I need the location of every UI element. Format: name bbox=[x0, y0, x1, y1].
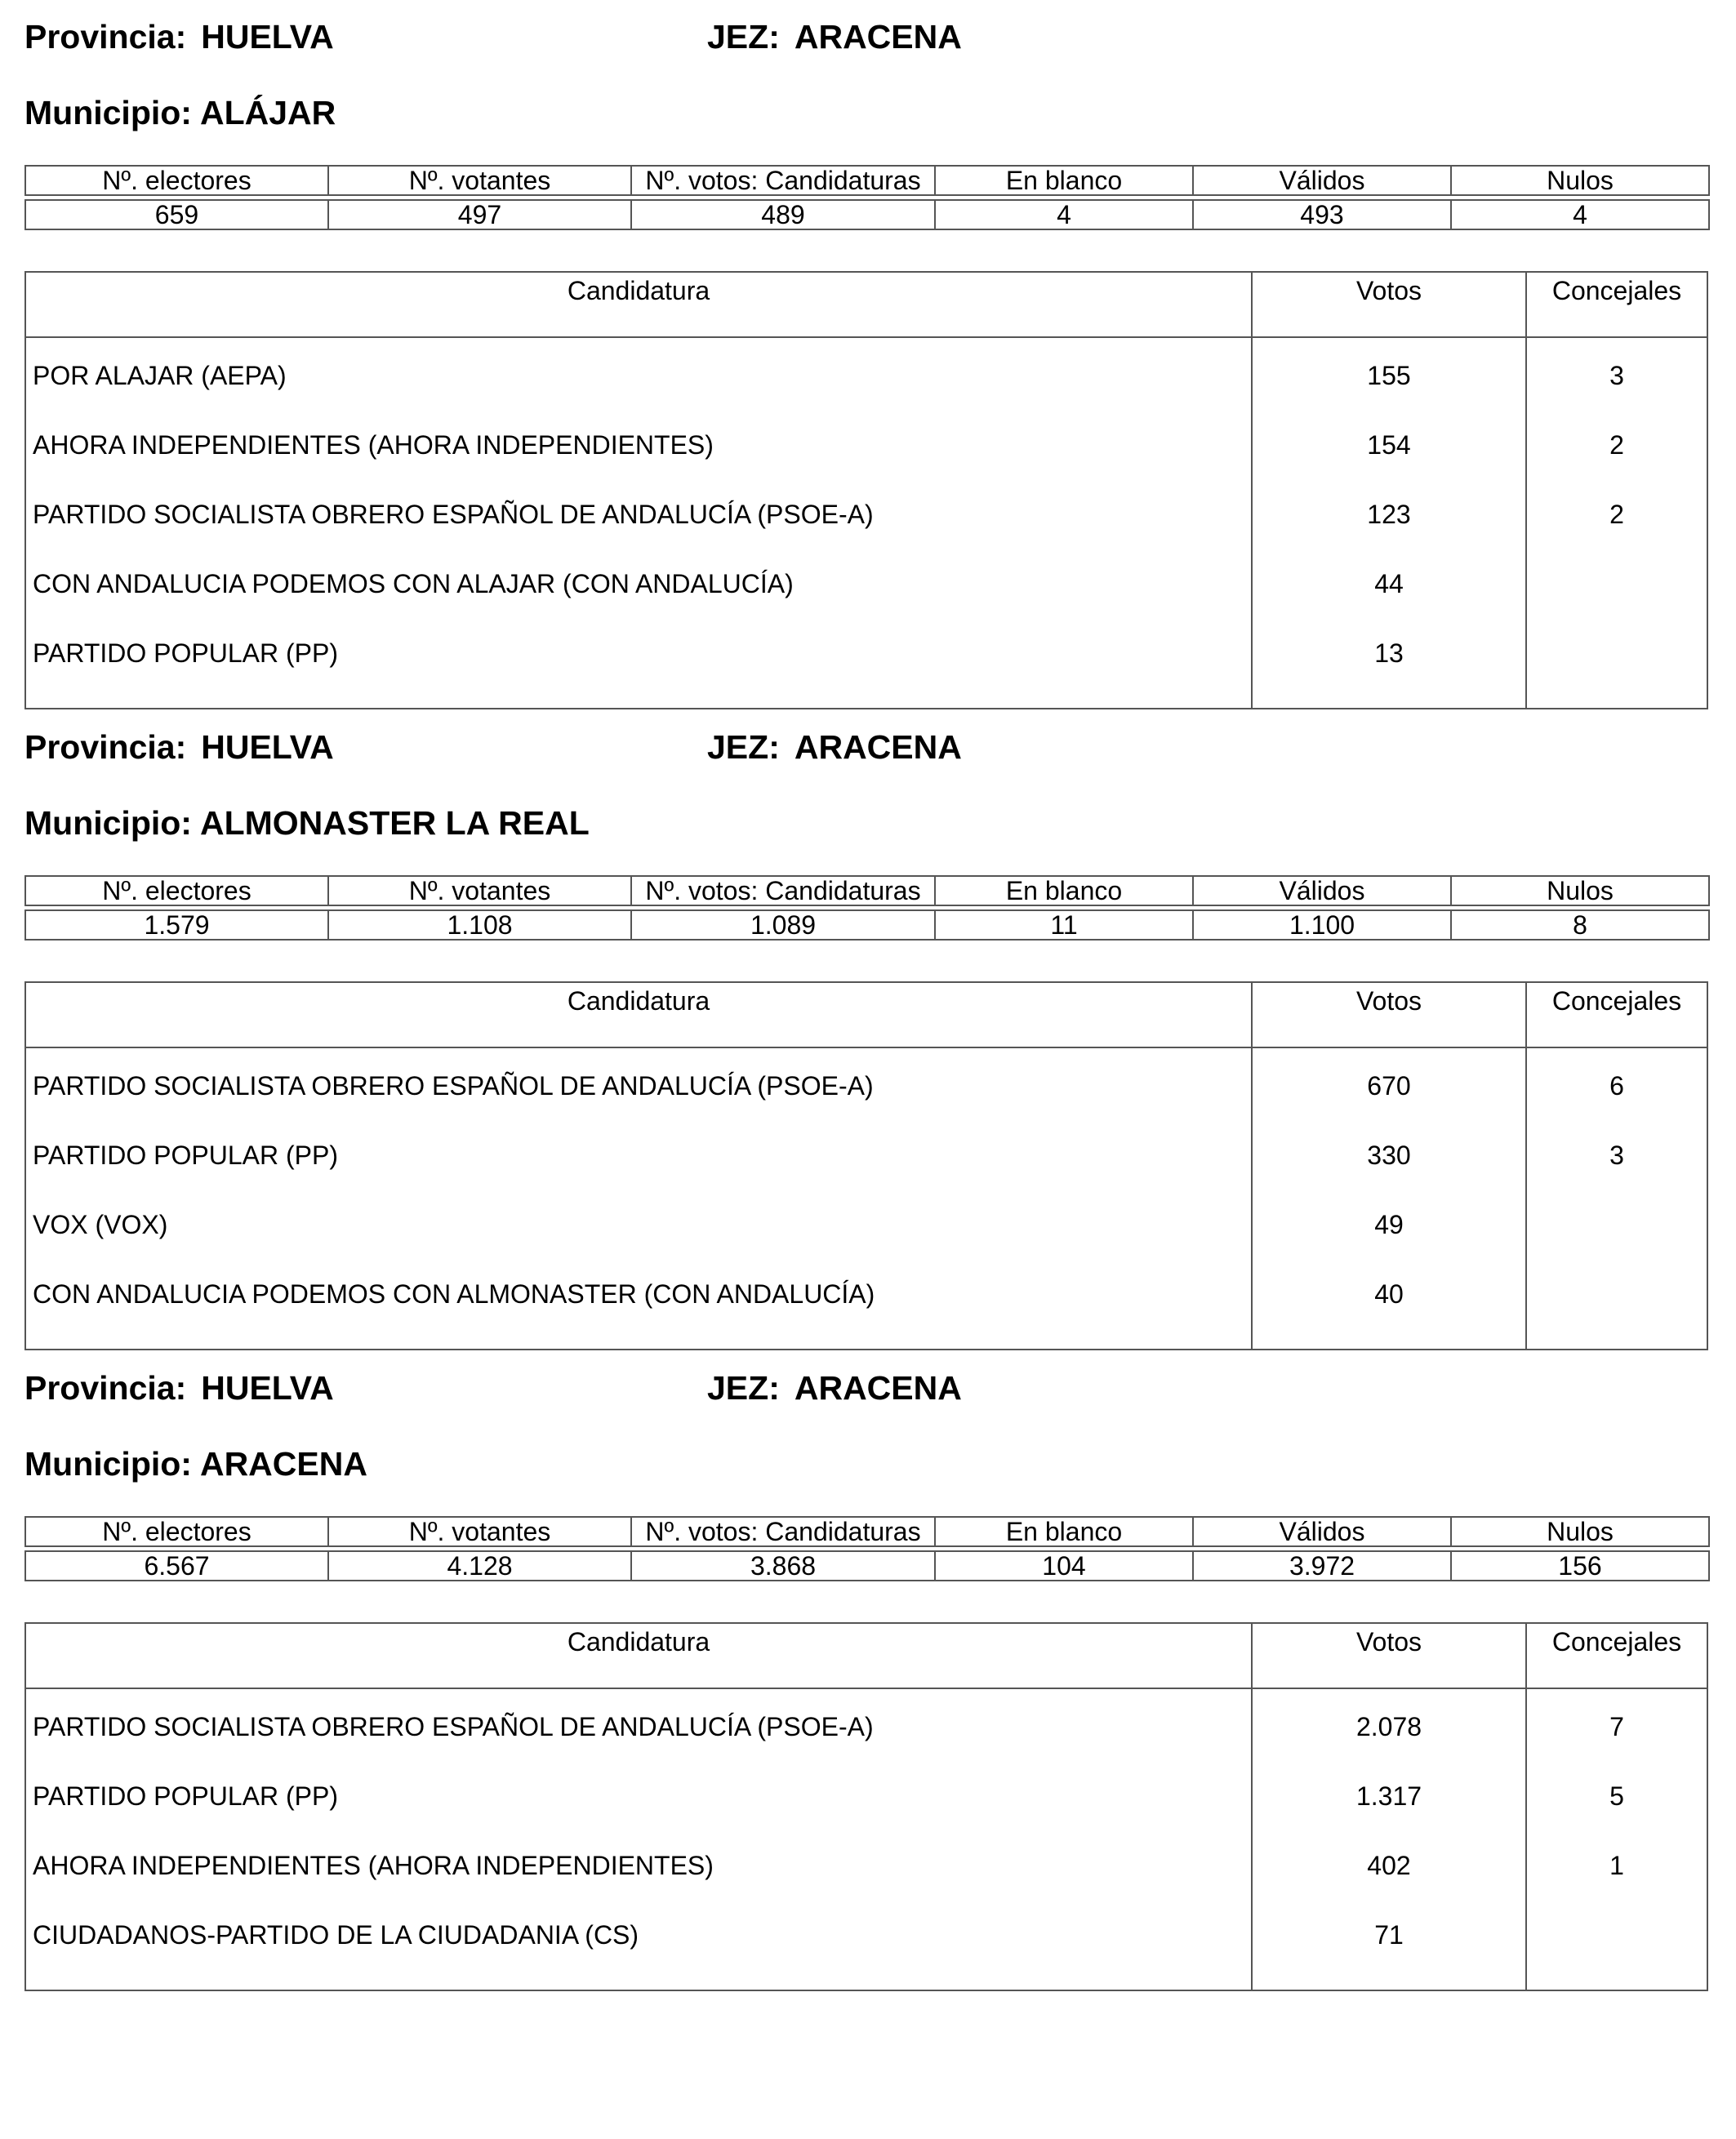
stats-value: 1.108 bbox=[328, 910, 631, 940]
col-candidatura-header: Candidatura bbox=[567, 986, 710, 1016]
candidatura-votos: 2.078 bbox=[1355, 1712, 1422, 1741]
jez-value: ARACENA bbox=[794, 1369, 962, 1407]
provincia-value: HUELVA bbox=[201, 1369, 334, 1407]
jez-label: JEZ: bbox=[707, 1369, 780, 1407]
col-concejales-header: Concejales bbox=[1525, 273, 1707, 336]
municipio-line bbox=[24, 1443, 367, 1484]
candidatura-votos: 44 bbox=[1374, 569, 1404, 598]
candidatura-votos: 670 bbox=[1367, 1071, 1411, 1101]
col-concejales-header: Concejales bbox=[1525, 1624, 1707, 1688]
jez-line bbox=[707, 727, 962, 767]
candidatura-concejales bbox=[1527, 1202, 1707, 1271]
stats-header: Nº. votantes bbox=[328, 876, 631, 905]
stats-value: 493 bbox=[1193, 200, 1451, 229]
stats-value: 1.579 bbox=[25, 910, 328, 940]
stats-header: En blanco bbox=[935, 166, 1193, 195]
stats-value: 8 bbox=[1451, 910, 1709, 940]
col-votos-header: Votos bbox=[1251, 273, 1525, 336]
candidatura-name: CON ANDALUCIA PODEMOS CON ALMONASTER (CON ANDALUCÍA) bbox=[33, 1279, 875, 1309]
candidatura-name: PARTIDO POPULAR (PP) bbox=[33, 1141, 338, 1170]
candidaturas-body bbox=[26, 1689, 1707, 1990]
municipio-value: ALMONASTER LA REAL bbox=[199, 804, 590, 842]
col-candidatura-header: Candidatura bbox=[567, 1627, 710, 1657]
stats-header: Nº. votos: Candidaturas bbox=[631, 1517, 935, 1546]
stats-value: 11 bbox=[935, 910, 1193, 940]
col-votos-header: Votos bbox=[1251, 1624, 1525, 1688]
stats-value: 497 bbox=[328, 200, 631, 229]
candidatura-concejales: 5 bbox=[1609, 1781, 1624, 1811]
provincia-line bbox=[24, 727, 334, 767]
stats-header: Nulos bbox=[1451, 166, 1709, 195]
stats-value: 489 bbox=[631, 200, 935, 229]
candidatura-votos: 402 bbox=[1367, 1851, 1411, 1880]
jez-value: ARACENA bbox=[794, 18, 962, 56]
candidatura-votos: 49 bbox=[1374, 1210, 1404, 1239]
stats-value: 1.100 bbox=[1193, 910, 1451, 940]
col-concejales bbox=[1525, 1048, 1707, 1349]
stats-header: Nº. votantes bbox=[328, 166, 631, 195]
candidatura-votos: 123 bbox=[1367, 500, 1411, 529]
candidatura-concejales bbox=[1527, 630, 1707, 700]
stats-value-row bbox=[25, 200, 1709, 229]
stats-header: Válidos bbox=[1193, 1517, 1451, 1546]
provincia-line bbox=[24, 16, 334, 57]
col-concejales-header: Concejales bbox=[1525, 983, 1707, 1047]
candidatura-concejales: 2 bbox=[1609, 430, 1624, 460]
municipio-value: ALÁJAR bbox=[199, 94, 336, 131]
jez-label: JEZ: bbox=[707, 18, 780, 56]
stats-header-row bbox=[25, 166, 1709, 195]
candidatura-name: AHORA INDEPENDIENTES (AHORA INDEPENDIENTES) bbox=[33, 430, 714, 460]
candidaturas-header bbox=[26, 983, 1707, 1048]
municipio-label: Municipio: bbox=[24, 804, 192, 842]
stats-table bbox=[24, 1516, 1710, 1581]
jez-value: ARACENA bbox=[794, 728, 962, 766]
col-votos bbox=[1251, 1048, 1525, 1349]
col-votos-header: Votos bbox=[1251, 983, 1525, 1047]
provincia-label: Provincia: bbox=[24, 18, 187, 56]
candidaturas-table bbox=[24, 981, 1708, 1350]
stats-value-row bbox=[25, 910, 1709, 940]
candidatura-concejales bbox=[1527, 1912, 1707, 1981]
candidatura-votos: 154 bbox=[1367, 430, 1411, 460]
stats-value: 4 bbox=[1451, 200, 1709, 229]
provincia-label: Provincia: bbox=[24, 1369, 187, 1407]
candidatura-name: CIUDADANOS-PARTIDO DE LA CIUDADANIA (CS) bbox=[33, 1920, 639, 1950]
provincia-label: Provincia: bbox=[24, 728, 187, 766]
stats-value-row bbox=[25, 1551, 1709, 1581]
stats-header-row bbox=[25, 1517, 1709, 1546]
candidatura-concejales bbox=[1527, 1271, 1707, 1341]
municipio-value: ARACENA bbox=[199, 1445, 367, 1483]
candidaturas-body bbox=[26, 1048, 1707, 1349]
col-candidatura bbox=[26, 1689, 1251, 1990]
candidaturas-table bbox=[24, 1622, 1708, 1991]
stats-header: Nulos bbox=[1451, 876, 1709, 905]
stats-value: 6.567 bbox=[25, 1551, 328, 1581]
stats-value: 1.089 bbox=[631, 910, 935, 940]
municipio-line bbox=[24, 92, 336, 133]
stats-value: 156 bbox=[1451, 1551, 1709, 1581]
candidatura-name: PARTIDO SOCIALISTA OBRERO ESPAÑOL DE ANDALUCÍA (PSOE-A) bbox=[33, 1071, 874, 1101]
stats-value: 3.868 bbox=[631, 1551, 935, 1581]
candidatura-concejales: 6 bbox=[1609, 1071, 1624, 1101]
provincia-value: HUELVA bbox=[201, 728, 334, 766]
candidatura-name: POR ALAJAR (AEPA) bbox=[33, 361, 287, 390]
col-votos bbox=[1251, 338, 1525, 708]
stats-header: Nº. votos: Candidaturas bbox=[631, 876, 935, 905]
candidatura-concejales: 7 bbox=[1609, 1712, 1624, 1741]
stats-header: Nº. electores bbox=[25, 1517, 328, 1546]
stats-header: Nº. votos: Candidaturas bbox=[631, 166, 935, 195]
col-votos bbox=[1251, 1689, 1525, 1990]
col-candidatura-header: Candidatura bbox=[567, 276, 710, 305]
candidatura-votos: 155 bbox=[1367, 361, 1411, 390]
municipio-label: Municipio: bbox=[24, 1445, 192, 1483]
candidaturas-body bbox=[26, 338, 1707, 708]
candidatura-name: PARTIDO POPULAR (PP) bbox=[33, 638, 338, 668]
stats-header: Válidos bbox=[1193, 876, 1451, 905]
provincia-value: HUELVA bbox=[201, 18, 334, 56]
jez-line bbox=[707, 16, 962, 57]
stats-header: En blanco bbox=[935, 1517, 1193, 1546]
jez-line bbox=[707, 1367, 962, 1408]
candidatura-votos: 330 bbox=[1367, 1141, 1411, 1170]
candidatura-concejales: 1 bbox=[1609, 1851, 1624, 1880]
candidatura-name: PARTIDO SOCIALISTA OBRERO ESPAÑOL DE ANDALUCÍA (PSOE-A) bbox=[33, 1712, 874, 1741]
candidatura-concejales: 3 bbox=[1609, 1141, 1624, 1170]
stats-value: 3.972 bbox=[1193, 1551, 1451, 1581]
stats-header: En blanco bbox=[935, 876, 1193, 905]
stats-header: Nº. electores bbox=[25, 166, 328, 195]
candidatura-name: AHORA INDEPENDIENTES (AHORA INDEPENDIENTES) bbox=[33, 1851, 714, 1880]
candidatura-concejales bbox=[1527, 561, 1707, 630]
col-concejales bbox=[1525, 338, 1707, 708]
candidatura-concejales: 2 bbox=[1609, 500, 1624, 529]
municipio-label: Municipio: bbox=[24, 94, 192, 131]
candidatura-name: VOX (VOX) bbox=[33, 1210, 168, 1239]
col-candidatura bbox=[26, 338, 1251, 708]
stats-value: 4 bbox=[935, 200, 1193, 229]
stats-header: Nº. votantes bbox=[328, 1517, 631, 1546]
candidatura-votos: 13 bbox=[1374, 638, 1404, 668]
stats-header-row bbox=[25, 876, 1709, 905]
stats-value: 659 bbox=[25, 200, 328, 229]
candidatura-votos: 71 bbox=[1374, 1920, 1404, 1950]
stats-table bbox=[24, 165, 1710, 230]
candidatura-name: PARTIDO POPULAR (PP) bbox=[33, 1781, 338, 1811]
stats-value: 4.128 bbox=[328, 1551, 631, 1581]
candidatura-votos: 1.317 bbox=[1355, 1781, 1422, 1811]
candidaturas-header bbox=[26, 1624, 1707, 1689]
candidaturas-header bbox=[26, 273, 1707, 338]
col-concejales bbox=[1525, 1689, 1707, 1990]
stats-header: Válidos bbox=[1193, 166, 1451, 195]
col-candidatura bbox=[26, 1048, 1251, 1349]
jez-label: JEZ: bbox=[707, 728, 780, 766]
stats-header: Nº. electores bbox=[25, 876, 328, 905]
candidatura-name: CON ANDALUCIA PODEMOS CON ALAJAR (CON ANDALUCÍA) bbox=[33, 569, 794, 598]
municipio-line bbox=[24, 803, 590, 843]
candidatura-votos: 40 bbox=[1374, 1279, 1404, 1309]
candidaturas-table bbox=[24, 271, 1708, 709]
stats-value: 104 bbox=[935, 1551, 1193, 1581]
provincia-line bbox=[24, 1367, 334, 1408]
stats-header: Nulos bbox=[1451, 1517, 1709, 1546]
stats-table bbox=[24, 875, 1710, 941]
candidatura-name: PARTIDO SOCIALISTA OBRERO ESPAÑOL DE ANDALUCÍA (PSOE-A) bbox=[33, 500, 874, 529]
candidatura-concejales: 3 bbox=[1609, 361, 1624, 390]
